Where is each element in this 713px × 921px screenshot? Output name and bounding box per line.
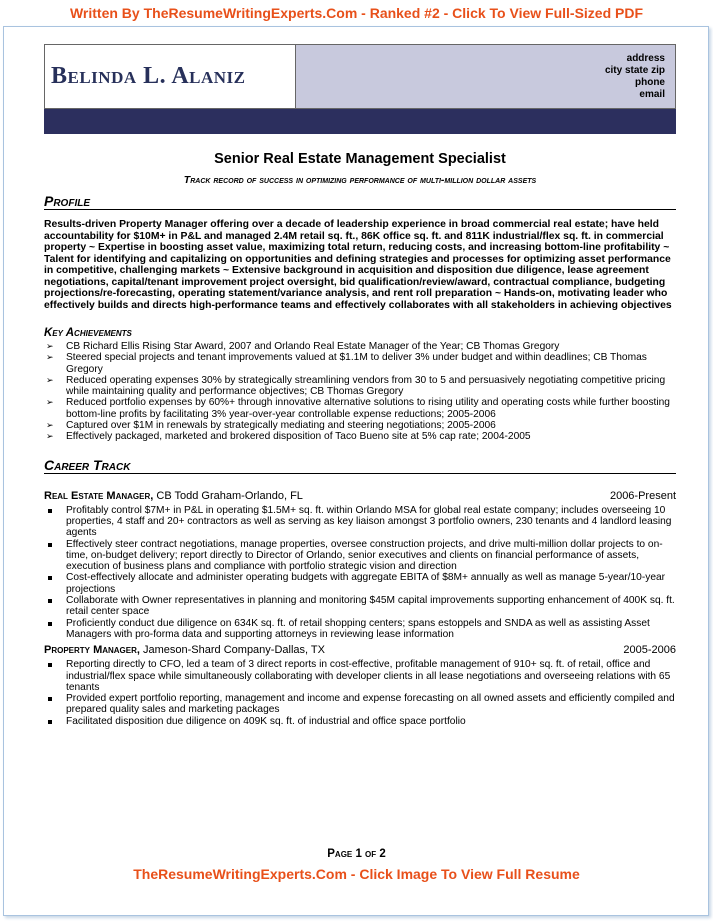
contact-address: address xyxy=(626,53,665,64)
list-item: Cost-effectively allocate and administer operating budgets with aggregate EBITA of $8M+ annually as well as manage 5-year/10-year projections xyxy=(44,572,676,595)
job-role xyxy=(44,644,325,657)
job-bullets xyxy=(44,505,676,641)
job-role xyxy=(44,490,303,503)
list-item: Facilitated disposition due diligence on 409K sq. ft. of industrial and office space portfolio xyxy=(44,716,676,727)
list-item: Collaborate with Owner representatives in planning and monitoring $45M capital improvements supporting enhancement of 400K sq. ft. retail center space xyxy=(44,595,676,618)
list-item: Reporting directly to CFO, led a team of 3 direct reports in cost-effective, profitable management of 910+ sq. ft. of retail, office and industrial/flex space while simultaneously collaborating with developer clients in all lease negotiations and overseeing relations with 65 tenants xyxy=(44,659,676,693)
profile-text: Results-driven Property Manager offering over a decade of leadership experience in broad commercial real estate; have held accountability for $10M+ in P&L and managed 2.4M retail sq. ft., 86K office sq. ft. and 811K industrial/flex sq. ft. in commercial property ~ Expertise in boosting asset value, maximizing total return, reducing costs, and increasing bottom-line profitability ~ Talent for identifying and capitalizing on opportunities and defining strategies and processes for optimizing asset performance in competitive, challenging markets ~ Extensive background in acquisition and disposition due diligence, lease agreement negotiations, capital/tenant improvement project oversight, bid qualification/review/award, contractual compliance, budgeting projections/re-forecasting, operating statement/variance analysis, and rent roll preparation ~ Hands-on, motivating leader who effectively builds and directs high-performance teams and effectively collaborates with all stakeholders in achieving objectives xyxy=(44,219,672,311)
list-item: ➢ CB Richard Ellis Rising Star Award, 2007 and Orlando Real Estate Manager of the Year; CB Thomas Gregory xyxy=(44,341,676,352)
resume-header xyxy=(44,44,676,109)
candidate-name: Belinda L. Alaniz xyxy=(45,45,296,108)
list-item: Profitably control $7M+ in P&L in operating $1.5M+ sq. ft. within Orlando MSA for global real estate company; includes overseeing 10 properties, 4 staff and 20+ contractors as well as serving as key liaison amongst 3 portfolio owners, 230 tenants and 4 landlord leasing agents xyxy=(44,505,676,539)
list-item: ➢ Steered special projects and tenant improvements valued at $1.1M to deliver 3% under budget and within deadlines; CB Thomas Gregory xyxy=(44,352,676,375)
job-header xyxy=(44,490,676,503)
job-bullets xyxy=(44,659,676,727)
list-item: Effectively steer contract negotiations, manage properties, oversee construction projects, and drive multi-million dollar projects to on-time, on-budget delivery; report directly to Director of Orlando, senior executives and clients on financial performance of assets, execution of business plans and compliance with portfolio strategic vision and direction xyxy=(44,539,676,573)
page-number: Page 1 of 2 xyxy=(327,848,386,860)
job-dates: 2005-2006 xyxy=(623,644,676,657)
list-item: ➢ Captured over $1M in renewals by strategically mediating and steering negotiations; 2005-2006 xyxy=(44,420,676,431)
job-header xyxy=(44,644,676,657)
top-banner-link[interactable]: Written By TheResumeWritingExperts.Com - Ranked #2 - Click To View Full-Sized PDF xyxy=(69,5,644,21)
header-bar xyxy=(44,109,676,134)
resume-page xyxy=(44,44,676,727)
contact-block xyxy=(296,45,675,108)
resume-subtitle: Track record of success in optimizing performance of multi-million dollar assets xyxy=(183,174,537,186)
bottom-banner-link[interactable]: TheResumeWritingExperts.Com - Click Image To View Full Resume xyxy=(133,866,580,882)
contact-email: email xyxy=(639,89,665,100)
job-title: Property Manager, xyxy=(44,644,140,657)
career-heading: Career Track xyxy=(44,457,676,474)
list-item: ➢ Reduced operating expenses 30% by strategically streamlining vendors from 30 to 5 and persuasively negotiating competitive pricing while maintaining quality and performance objectives; CB Thomas Gregory xyxy=(44,375,676,398)
achievements-heading: Key Achievements xyxy=(44,327,132,339)
list-item: ➢ Reduced portfolio expenses by 60%+ through innovative alternative solutions to rising utility and operating costs while further boosting bottom-line profits by facilitating 3% year-over-year controllable expense reductions; 2005-2006 xyxy=(44,397,676,420)
resume-title: Senior Real Estate Management Specialist xyxy=(214,151,506,167)
list-item: ➢ Effectively packaged, marketed and brokered disposition of Taco Bueno site at 5% cap rate; 2004-2005 xyxy=(44,431,676,442)
contact-phone: phone xyxy=(635,77,665,88)
list-item: Proficiently conduct due diligence on 634K sq. ft. of retail shopping centers; spans estoppels and SNDA as well as assisting Asset Managers with pro-forma data and supporting attorneys in reviewing lease information xyxy=(44,618,676,641)
list-item: Provided expert portfolio reporting, management and income and expense forecasting on all owned assets and efficiently compiled and prepared quality sales and marketing packages xyxy=(44,693,676,716)
job-company: CB Todd Graham-Orlando, FL xyxy=(153,489,303,502)
job-company: Jameson-Shard Company-Dallas, TX xyxy=(139,644,325,657)
achievements-list xyxy=(44,341,676,443)
job-title: Real Estate Manager, xyxy=(44,489,154,502)
job-dates: 2006-Present xyxy=(609,489,676,502)
contact-city: city state zip xyxy=(604,65,665,76)
profile-heading: Profile xyxy=(44,193,676,210)
